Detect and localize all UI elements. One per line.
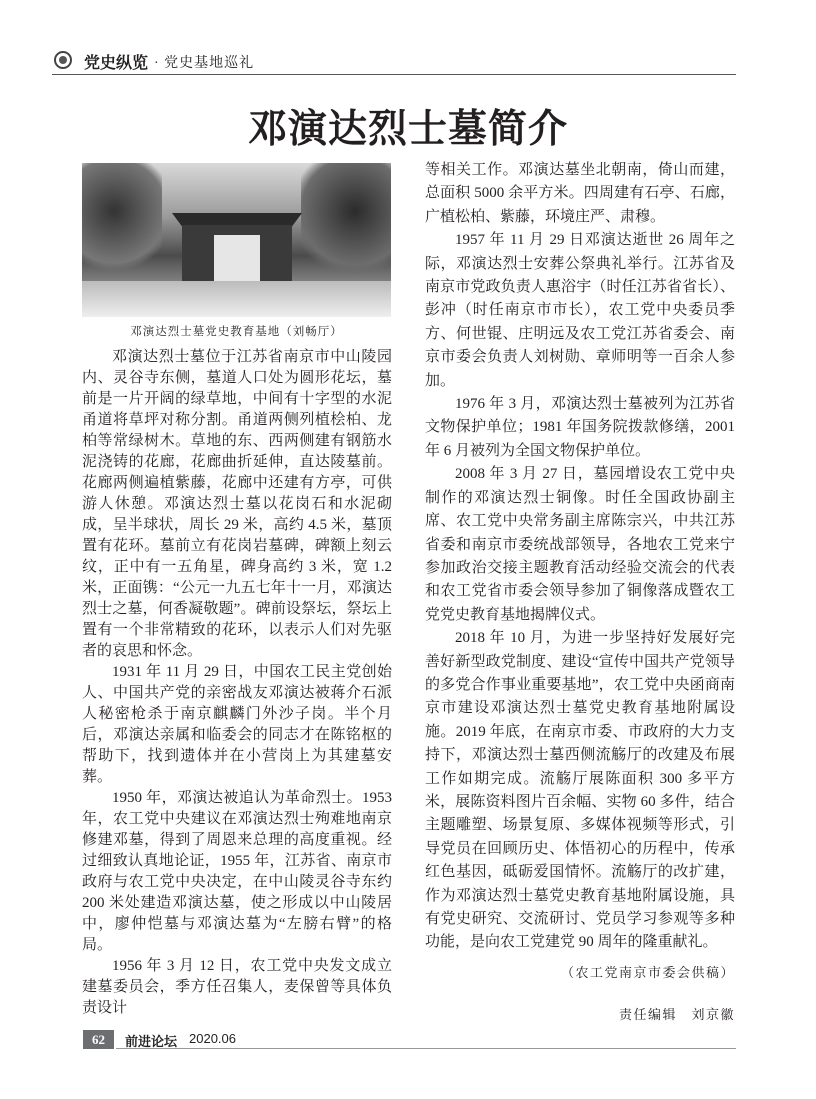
article-title: 邓演达烈士墓简介 [247,107,568,152]
issue-number: 2020.06 [189,1031,236,1046]
paragraph: 1956 年 3 月 12 日，农工党中央发文成立建墓委员会，季方任召集人，麦保曾等具体负责设计 [82,958,392,1016]
section-name: 党史纵览 [84,53,149,72]
paragraph: 1931 年 11 月 29 日，中国农工民主党创始人、中国共产党的亲密战友邓演达被蒋介石派人秘密枪杀于南京麒麟门外沙子岗。半个月后，邓演达亲属和临委会的同志才在陈铭枢的帮助下，找到遗体并在小营岗上为其建墓安葬。 [82,664,392,785]
subsection-name: · 党史基地巡礼 [154,56,255,71]
paragraph: 1957 年 11 月 29 日邓演达逝世 26 周年之际，邓演达烈士安葬公祭典礼举行。江苏省及南京市党政负责人惠浴宇（时任江苏省省长）、彭冲（时任南京市市长），农工党中央委员季方、何世锟、庄明远及农工党江苏省委会、南京市委会负责人刘树勋、章师明等一百余人参加。 [425,232,735,389]
editor-credit: 责任编辑 刘京徽 [618,1006,735,1022]
paragraph: 2018 年 10 月，为进一步坚持好发展好完善好新型政党制度、建设“宣传中国共产党领导的多党合作事业重要基地”，农工党中央函商南京市建设邓演达烈士墓党史教育基地附属设施。2019 年底，在南京市委、市政府的大力支持下，邓演达烈士墓西侧流觞厅的改建及布展工作如期完成。流觞厅展陈面积 300 多平方米，展陈资料图片百余幅、实物 60 多件，结合主题雕塑、场景复原、多媒体视频等形式，引导党员在回顾历史、体悟初心的历程中，传承红色基因，砥砺爱国情怀。流觞厅的改扩建，作为邓演达烈士墓党史教育基地附属设施，具有党史研究、交流研讨、党员学习参观等多种功能，是向农工党建党 90 周年的隆重献礼。 [425,630,735,951]
tomb-gate-photo [82,163,391,317]
paragraph: 邓演达烈士墓位于江苏省南京市中山陵园内、灵谷寺东侧，墓道人口处为圆形花坛，墓前是一片开阔的绿草地，中间有十字型的水泥甬道将草坪对称分割。甬道两侧列植桧柏、龙柏等常绿树木。草地的东、西两侧建有钢筋水泥浇铸的花廊，花廊曲折延伸，直达陵墓前。花廊两侧遍植紫藤，花廊中还建有方亭，可供游人休憩。邓演达烈士墓以花岗石和水泥砌成，呈半球状，周长 29 米，高约 4.5 米，墓顶置有花环。墓前立有花岗岩墓碑，碑额上刻云纹，正中有一五角星，碑身高约 3 米，宽 1.2 米，正面镌：“公元一九五七年十一月，邓演达烈士之墓，何香凝敬题”。碑前设祭坛，祭坛上置有一个非常精致的花环，以表示人们对先驱者的哀思和怀念。 [82,349,392,659]
left-column [82,347,392,1019]
magazine-name: 前进论坛 [125,1035,178,1050]
paragraph-continued: 等相关工作。邓演达墓坐北朝南，倚山而建，总面积 5000 余平方米。四周建有石亭、石廊，广植松柏、紫藤，环境庄严、肃穆。 [425,162,735,225]
arrow-circle-icon [54,51,72,69]
right-column [425,159,735,1025]
footer-divider [116,1048,736,1049]
paragraph: 1976 年 3 月，邓演达烈士墓被列为江苏省文物保护单位；1981 年国务院拨款修缮，2001 年 6 月被列为全国文物保护单位。 [425,396,735,459]
page-footer [83,1030,736,1049]
page-number: 62 [83,1030,114,1049]
paragraph: 1950 年，邓演达被追认为革命烈士。1953 年，农工党中央建议在邓演达烈士殉难地南京修建邓墓，得到了周恩来总理的高度重视。经过细致认真地论证，1955 年，江苏省、南京市政府与农工党中央决定，在中山陵灵谷寺东约 200 米处建造邓演达墓，使之形成以中山陵居中，廖仲恺墓与邓演达墓为“左膀右臂”的格局。 [82,790,392,953]
source-credit: （农工党南京市委会供稿） [560,964,735,980]
paragraph: 2008 年 3 月 27 日，墓园增设农工党中央制作的邓演达烈士铜像。时任全国政协副主席、农工党中央常务副主席陈宗兴，中共江苏省委和南京市委统战部领导，各地农工党来宁参加政治交接主题教育活动经验交流会的代表和农工党省市委会领导参加了铜像落成暨农工党党史教育基地揭牌仪式。 [425,466,735,623]
photo-caption: 邓演达烈士墓党史教育基地（刘畅厅） [130,326,343,338]
section-header [52,50,736,75]
